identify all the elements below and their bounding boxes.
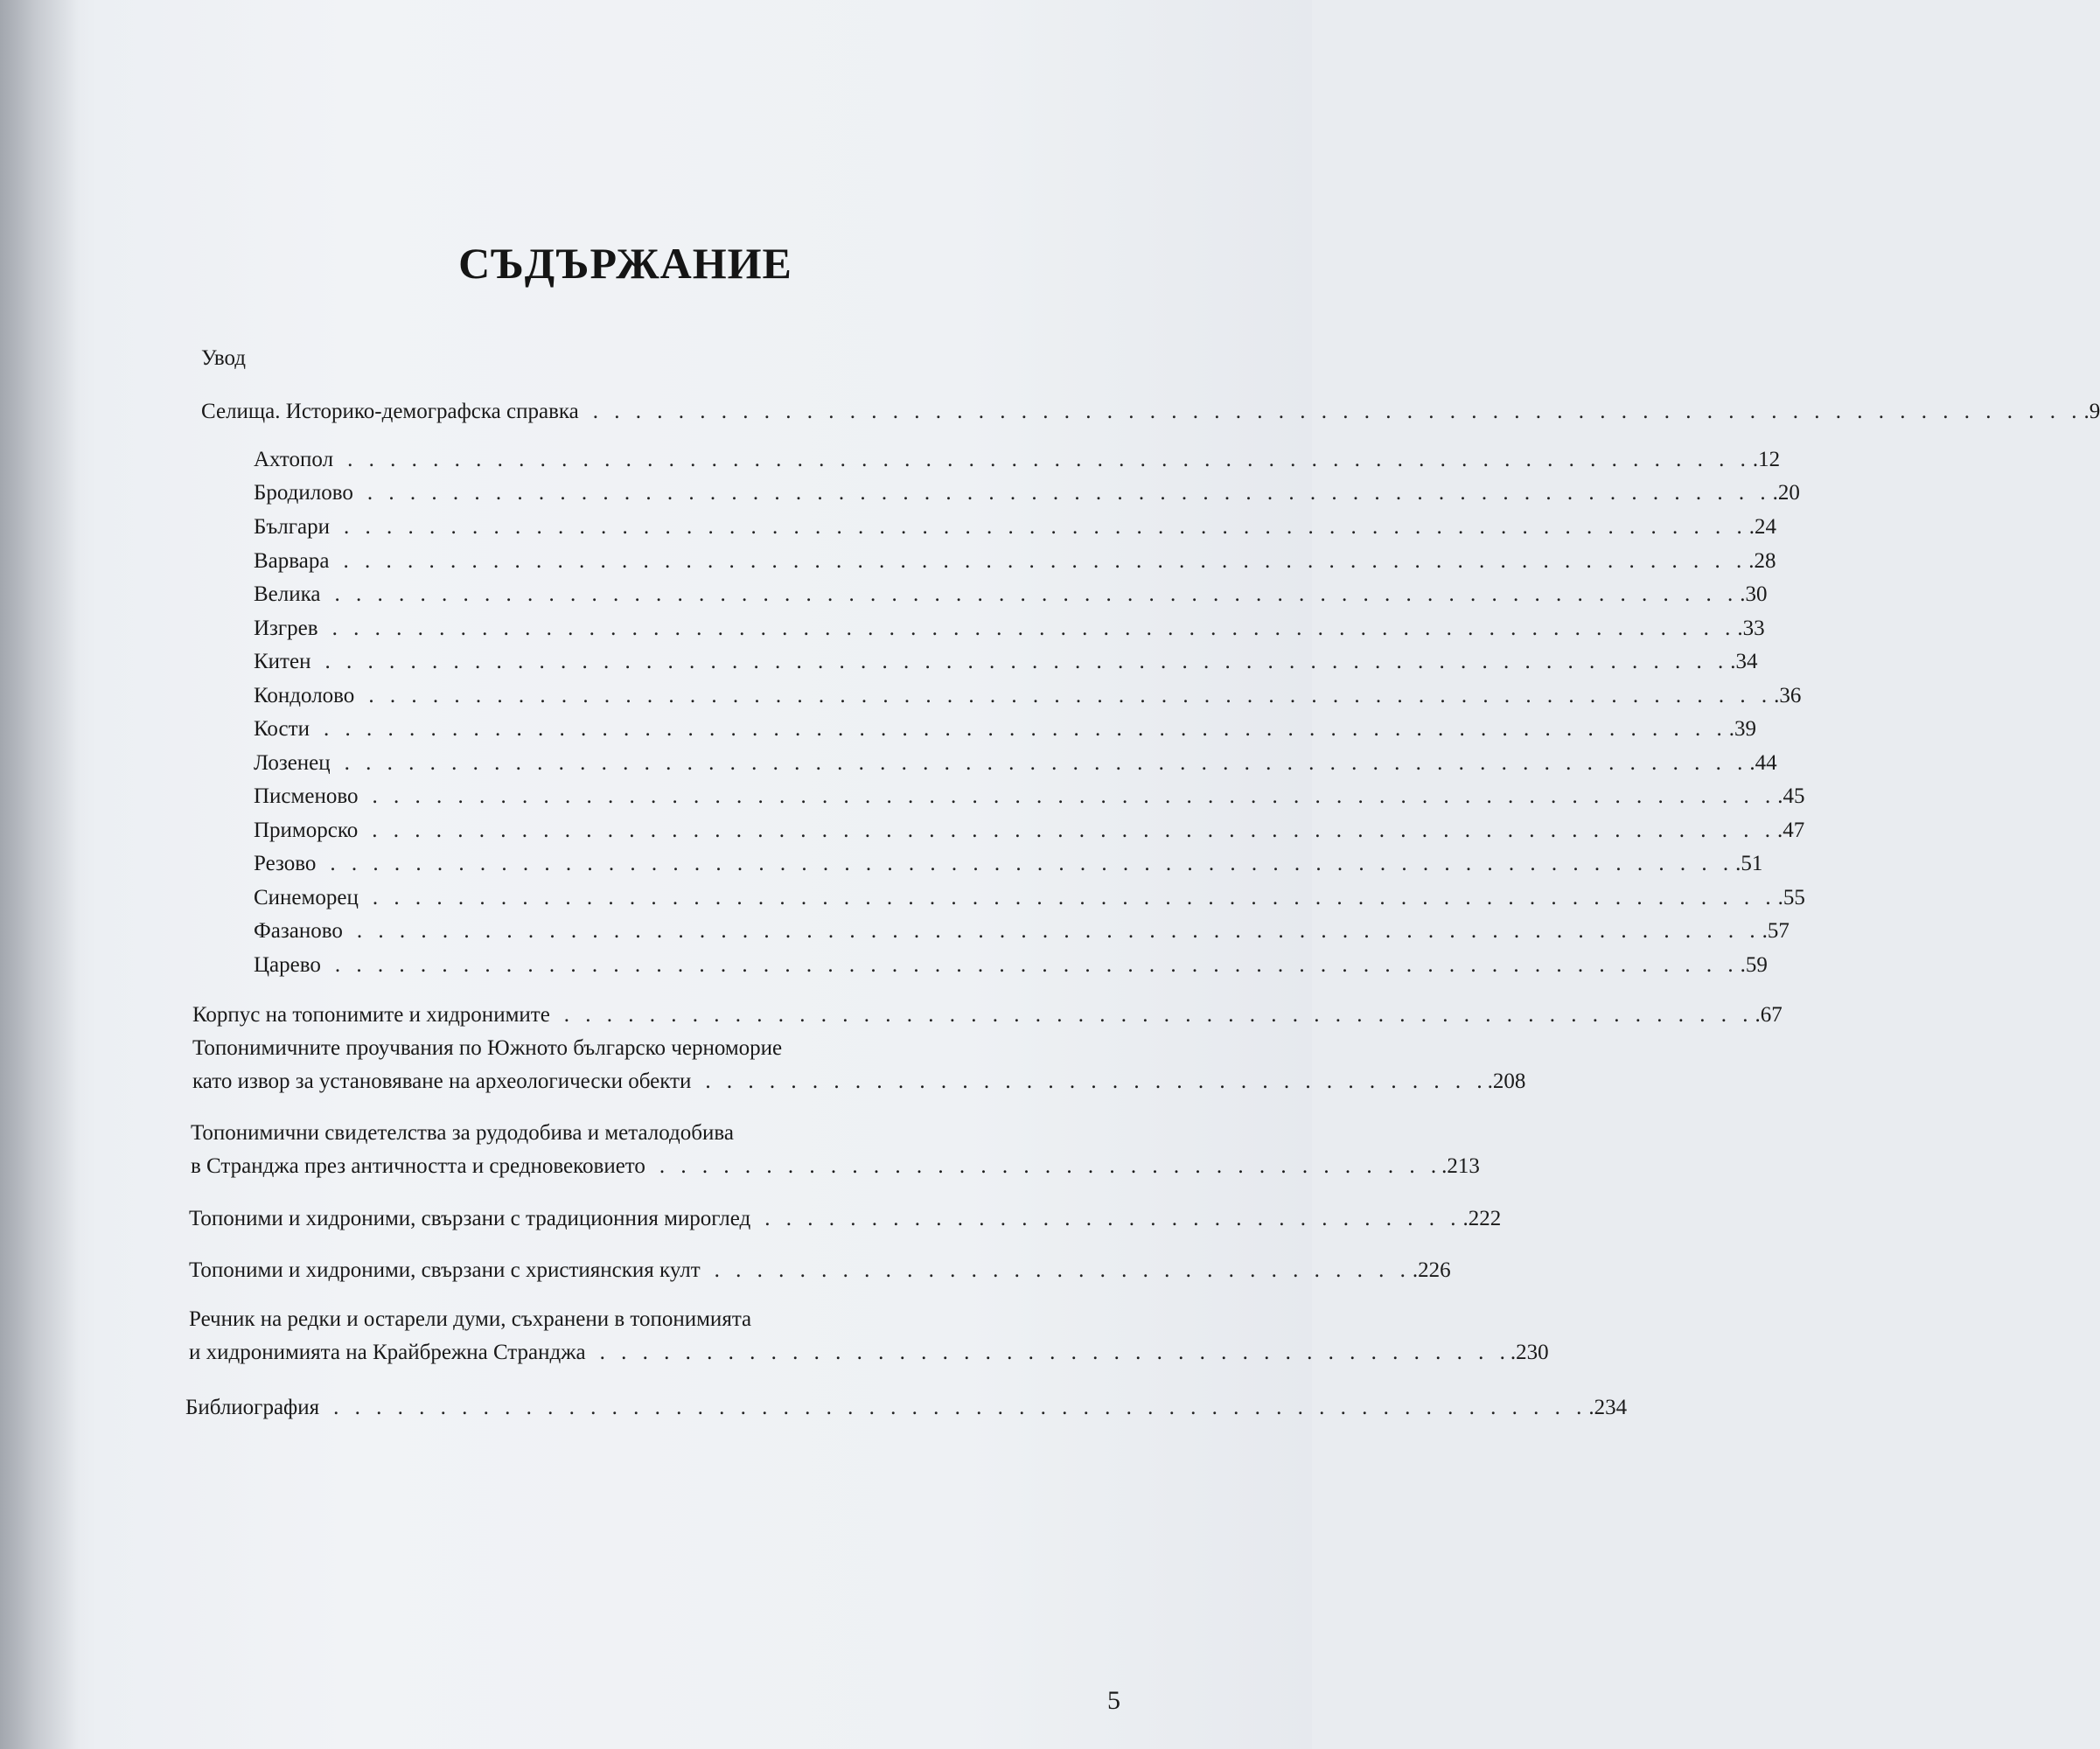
dot-leader: . . . . . . . . . . . . . . . . . . . . . . . . . . . . . . . . . . . . . . . . . . . . . . . . . . . . . . . . . . . [333, 1396, 1587, 1419]
toc-entry-line2 [189, 1336, 1549, 1369]
dot-leader: . . . . . . . . . . . . . . . . . . . . . . . . . . . . . . . . . . . . . [659, 1154, 1442, 1178]
toc-subentry-page: .20 [1772, 481, 1800, 505]
toc-entry-line2 [192, 1065, 1526, 1098]
toc-subentry [254, 548, 1776, 575]
toc-subentry [254, 918, 1790, 944]
toc-entry-page: .230 [1510, 1341, 1549, 1364]
dot-leader: . . . . . . . . . . . . . . . . . . . . . . . . . . . . . . . . . . . . . . . . . . . . . . . . . . . . . . . . . . . . . . . . . . [343, 549, 1748, 573]
toc-entry-label: в Странджа през античността и средновековието [191, 1154, 645, 1178]
toc-subentry-label: Фазаново [254, 919, 343, 943]
toc-subentry-label: Изгрев [254, 617, 318, 640]
dot-leader: . . . . . . . . . . . . . . . . . . . . . . . . . . . . . . . . . . . . . . . . . . . . . . . . . . . . . . . . . . . . . . . . . . [344, 515, 1748, 539]
toc-subentry-label: Резово [254, 852, 317, 875]
toc-entry-page: .222 [1462, 1207, 1502, 1230]
toc-entry-line1: Топонимични свидетелства за рудодобива и металодобива [191, 1121, 734, 1145]
toc-subentry-label: Кости [254, 717, 310, 741]
page-number: 5 [1107, 1686, 1120, 1715]
toc-subentry [254, 582, 1768, 608]
dot-leader: . . . . . . . . . . . . . . . . . . . . . . . . . . . . . . . . . . . . . . . . . . . . . . . . . . . . . . . . . . . . . . . . . . [334, 582, 1739, 606]
dot-leader: . . . . . . . . . . . . . . . . . . . . . . . . . . . . . . . . . [714, 1258, 1411, 1282]
toc-entry-page: .213 [1441, 1154, 1480, 1178]
toc-subentry [254, 480, 1800, 506]
dot-leader: . . . . . . . . . . . . . . . . . . . . . . . . . . . . . . . . . . . . . . . . . . . . . . . . . . . . . . . . . . . . . . . . . . [372, 819, 1776, 842]
toc-subentry [254, 649, 1758, 675]
toc-subentry-label: Ахтопол [254, 448, 334, 471]
toc-subentry [254, 447, 1781, 473]
toc-subentry-label: Писменово [254, 784, 359, 808]
dot-leader: . . . . . . . . . . . . . . . . . . . . . . . . . . . . . . . . . [764, 1207, 1462, 1230]
toc-entry-label: и хидронимията на Крайбрежна Странджа [189, 1341, 586, 1364]
toc-subentry-label: Кондолово [254, 684, 355, 707]
toc-entry [189, 1303, 1549, 1369]
toc-subentry-label: Царево [254, 953, 321, 977]
dot-leader: . . . . . . . . . . . . . . . . . . . . . . . . . . . . . . . . . . . . . . . . . . . [599, 1341, 1510, 1364]
dot-leader: . . . . . . . . . . . . . . . . . . . . . . . . . . . . . . . . . . . . . . . . . . . . . . . . . . . . . . . . . . . . . . . . . . [330, 852, 1734, 875]
toc-subentry [254, 616, 1765, 642]
toc-subentry-page: .30 [1740, 582, 1768, 606]
toc-subentry [254, 683, 1802, 709]
toc-entry-label: Топоними и хидроними, свързани с традиционния мироглед [189, 1207, 751, 1230]
dot-leader: . . . . . . . . . . . . . . . . . . . . . . . . . . . . . . . . . . . . . . . . . . . . . . . . . . . . . . . . . . . . . . . . . . [331, 617, 1736, 640]
toc-entry-label: Библиография [185, 1396, 320, 1419]
toc-subentry [254, 784, 1805, 810]
toc-entry-label: Топоними и хидроними, свързани с християнския култ [189, 1258, 701, 1282]
dot-leader: . . . . . . . . . . . . . . . . . . . . . . . . . . . . . . . . . . . . . . . . . . . . . . . . . . . . . . . . . . . . . . . . . . [324, 650, 1729, 673]
toc-subentry-page: .12 [1752, 448, 1781, 471]
dot-leader: . . . . . . . . . . . . . . . . . . . . . . . . . . . . . . . . . . . . . . . . . . . . . . . . . . . . . . . . . . . . . . . . . . [344, 751, 1748, 775]
toc-entry-label: Селища. Историко-демографска справка [201, 400, 579, 423]
toc-entry-page: .208 [1487, 1070, 1526, 1093]
toc-subentry-label: Бродилово [254, 481, 353, 505]
toc-entry-label: като извор за установяване на археологически обекти [192, 1070, 692, 1093]
toc-subentry-page: .33 [1737, 617, 1765, 640]
toc-entry [189, 1258, 1451, 1284]
toc-entry [192, 1032, 1526, 1098]
toc-subentry [254, 716, 1756, 742]
toc-subentry-label: Варвара [254, 549, 330, 573]
dot-leader: . . . . . . . . . . . . . . . . . . . . . . . . . . . . . . . . . . . . . . . . . . . . . . . . . . . . . . . . . . . . . . . . . . [334, 953, 1739, 977]
toc-entry [191, 1117, 1480, 1183]
toc-entry-label: Корпус на топонимите и хидронимите [192, 1003, 550, 1027]
toc-entry-line1: Речник на редки и остарели думи, съхранени в топонимията [189, 1307, 752, 1331]
toc-intro: Увод [201, 346, 247, 370]
dot-leader: . . . . . . . . . . . . . . . . . . . . . . . . . . . . . . . . . . . . . [705, 1070, 1488, 1093]
toc-subentry-page: .36 [1774, 684, 1802, 707]
toc-subentry-page: .59 [1740, 953, 1768, 977]
toc-subentry-page: .55 [1777, 886, 1805, 909]
toc-subentry-page: .51 [1735, 852, 1763, 875]
dot-leader: . . . . . . . . . . . . . . . . . . . . . . . . . . . . . . . . . . . . . . . . . . . . . . . . . . . . . . . . . . . . . . . . . . [356, 919, 1761, 943]
toc-entry-settlements [201, 399, 2100, 425]
dot-leader: . . . . . . . . . . . . . . . . . . . . . . . . . . . . . . . . . . . . . . . . . . . . . . . . . . . . . . . . . . . . . . . . . . [347, 448, 1751, 471]
dot-leader: . . . . . . . . . . . . . . . . . . . . . . . . . . . . . . . . . . . . . . . . . . . . . . . . . . . . . . . . . . . . . . . . . . [323, 717, 1727, 741]
dot-leader: . . . . . . . . . . . . . . . . . . . . . . . . . . . . . . . . . . . . . . . . . . . . . . . . . . . . . . . . . . . . . . . . . . [368, 684, 1773, 707]
toc-subentry [254, 952, 1768, 979]
toc-subentry [254, 818, 1805, 844]
toc-entry-line1: Топонимичните проучвания по Южното българско черноморие [192, 1036, 783, 1060]
toc-entry-page: .9 [2083, 400, 2100, 423]
toc-subentry-label: Приморско [254, 819, 359, 842]
toc-subentry-label: Велика [254, 582, 321, 606]
dot-leader: . . . . . . . . . . . . . . . . . . . . . . . . . . . . . . . . . . . . . . . . . . . . . . . . . . . . . . . . . . . . . . . . . . . . . . [592, 400, 2083, 423]
toc-subentry-page: .47 [1776, 819, 1805, 842]
page-title: СЪДЪРЖАНИЕ [458, 239, 792, 288]
toc-subentry [254, 514, 1776, 540]
toc-subentry-page: .57 [1762, 919, 1790, 943]
dot-leader: . . . . . . . . . . . . . . . . . . . . . . . . . . . . . . . . . . . . . . . . . . . . . . . . . . . . . . . . [563, 1003, 1754, 1027]
toc-subentry-page: .28 [1748, 549, 1776, 573]
toc-subentry [254, 885, 1805, 911]
toc-subentry [254, 851, 1763, 877]
dot-leader: . . . . . . . . . . . . . . . . . . . . . . . . . . . . . . . . . . . . . . . . . . . . . . . . . . . . . . . . . . . . . . . . . . [372, 784, 1776, 808]
toc-subentry-page: .24 [1748, 515, 1776, 539]
toc-subentry-page: .44 [1749, 751, 1777, 775]
toc-entry-page: .226 [1412, 1258, 1451, 1282]
toc-subentry [254, 750, 1777, 777]
toc-subentry-label: Българи [254, 515, 330, 539]
toc-entry [185, 1395, 1628, 1421]
toc-subentry-label: Синеморец [254, 886, 359, 909]
toc-subentry-label: Китен [254, 650, 311, 673]
dot-leader: . . . . . . . . . . . . . . . . . . . . . . . . . . . . . . . . . . . . . . . . . . . . . . . . . . . . . . . . . . . . . . . . . . [366, 481, 1771, 505]
toc-subentry-label: Лозенец [254, 751, 331, 775]
toc-subentry-page: .39 [1728, 717, 1756, 741]
toc-entry-page: .234 [1588, 1396, 1628, 1419]
toc-entry-line2 [191, 1150, 1480, 1183]
dot-leader: . . . . . . . . . . . . . . . . . . . . . . . . . . . . . . . . . . . . . . . . . . . . . . . . . . . . . . . . . . . . . . . . . . [372, 886, 1776, 909]
toc-subentry-page: .34 [1730, 650, 1758, 673]
toc-subentry-page: .45 [1777, 784, 1805, 808]
toc-entry-page: .67 [1755, 1003, 1783, 1027]
toc-entry [192, 1002, 1783, 1028]
toc-entry [189, 1206, 1502, 1232]
